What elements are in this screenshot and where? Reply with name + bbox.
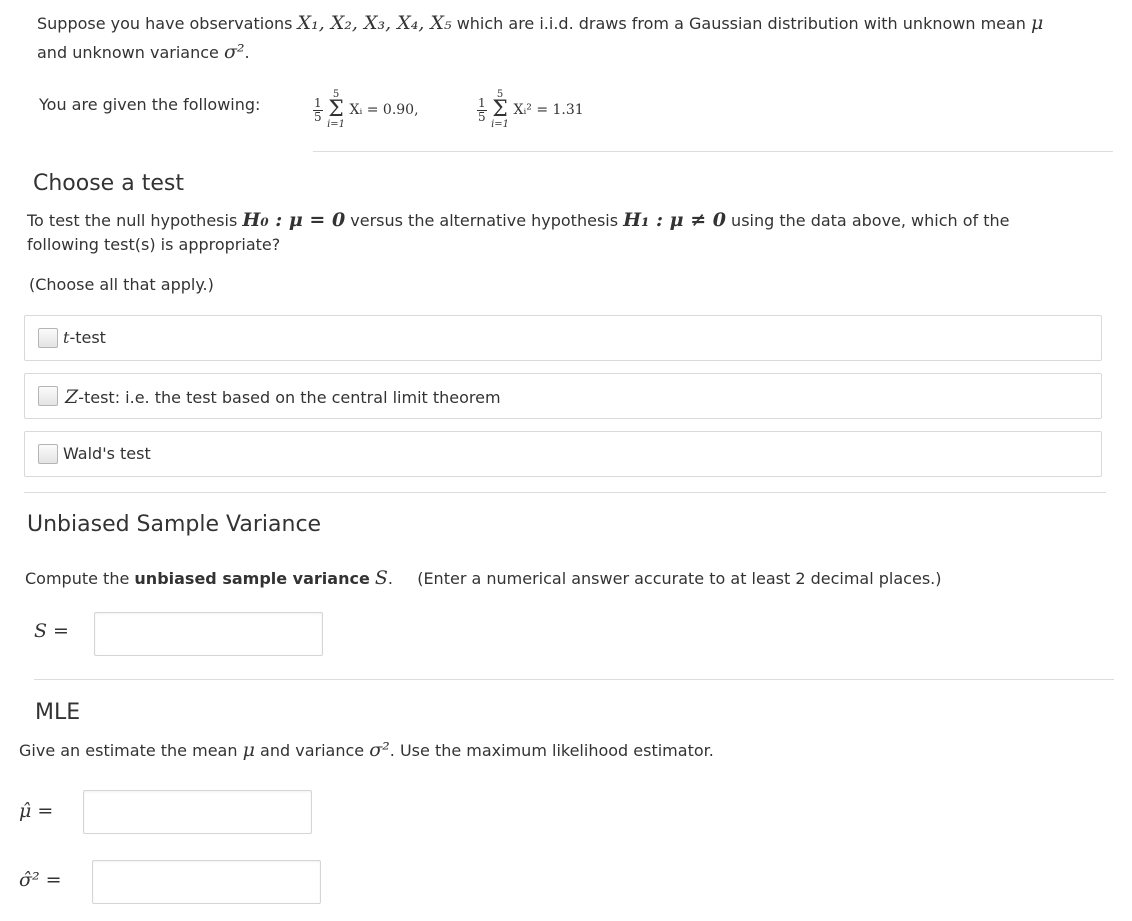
choose-all-instruction: (Choose all that apply.) [29, 275, 214, 294]
fraction-numerator-2: 1 [478, 95, 486, 110]
given-expression-2 [477, 90, 584, 130]
mle-prompt [19, 739, 714, 761]
section-heading-mle: MLE [35, 700, 81, 725]
sigma-hat-input[interactable] [92, 860, 321, 904]
mu-hat-input[interactable] [83, 790, 312, 834]
divider-2 [24, 492, 1106, 493]
intro-text-a: Suppose you have observations [37, 14, 293, 33]
intro-mu: μ [1031, 12, 1044, 34]
intro-line-1 [37, 12, 1043, 34]
question-text-b: versus the alternative hypothesis [350, 211, 619, 230]
question-text-c: using the data above, which of the [731, 211, 1010, 230]
mean-expression: Xᵢ = 0.90, [349, 102, 419, 118]
variance-prompt [25, 567, 941, 589]
mu-hat-label: μ̂ = [19, 800, 54, 822]
variance-prompt-bold: unbiased sample variance [134, 569, 370, 588]
fraction-denominator-2: 5 [478, 109, 486, 124]
option-t-symbol: t [63, 328, 70, 347]
intro-variables: X₁, X₂, X₃, X₄, X₅ [297, 12, 452, 34]
option-t-test[interactable] [24, 315, 1102, 361]
sigma-glyph: Σ [328, 97, 344, 122]
sigma-glyph-2: Σ [492, 97, 508, 122]
variance-prompt-period: . [387, 569, 394, 588]
question-line-1 [27, 209, 1010, 231]
section-heading-choose-test: Choose a test [33, 171, 184, 196]
summation-symbol-2 [491, 90, 509, 130]
divider-3 [34, 679, 1114, 680]
given-label: You are given the following: [39, 95, 261, 114]
fraction-one-fifth-2 [477, 97, 487, 124]
question-text-a: To test the null hypothesis [27, 211, 238, 230]
null-hypothesis: H₀ : μ = 0 [242, 209, 346, 231]
option-t-text: -test [69, 328, 106, 347]
intro-text-c: and unknown variance [37, 43, 219, 62]
checkbox-z-test[interactable] [38, 386, 58, 406]
option-wald-test-label: Wald's test [63, 444, 151, 463]
mle-prompt-b: and variance [260, 741, 365, 760]
s-answer-label: S = [34, 620, 69, 642]
intro-line-2 [37, 41, 250, 63]
variance-prompt-a: Compute the [25, 569, 130, 588]
intro-text-b: which are i.i.d. draws from a Gaussian distribution with unknown mean [456, 14, 1026, 33]
alt-hypothesis: H₁ : μ ≠ 0 [623, 209, 726, 231]
fraction-one-fifth [313, 97, 323, 124]
option-z-test-label [65, 386, 501, 408]
intro-period: . [244, 43, 250, 62]
sum-upper-limit: 5 [332, 89, 340, 100]
sum-lower-limit: i=1 [327, 119, 346, 130]
given-expression-1 [313, 90, 419, 130]
intro-sigma2: σ² [223, 41, 245, 63]
section-heading-variance: Unbiased Sample Variance [27, 512, 322, 537]
second-moment-expression: Xᵢ² = 1.31 [513, 102, 584, 118]
s-answer-input[interactable] [94, 612, 323, 656]
sigma-hat-label: σ̂² = [19, 869, 62, 891]
option-z-symbol: Z [65, 386, 79, 408]
sum-upper-limit-2: 5 [496, 89, 504, 100]
fraction-denominator: 5 [314, 109, 322, 124]
mle-mu: μ [242, 739, 255, 761]
question-line-2: following test(s) is appropriate? [27, 235, 281, 254]
checkbox-wald-test[interactable] [38, 444, 58, 464]
divider-1 [313, 151, 1113, 152]
variance-symbol: S [374, 567, 388, 589]
mle-prompt-c: . Use the maximum likelihood estimator. [389, 741, 714, 760]
fraction-numerator: 1 [314, 95, 322, 110]
option-wald-test[interactable] [24, 431, 1102, 477]
option-z-test[interactable] [24, 373, 1102, 419]
option-t-test-label [63, 328, 106, 347]
option-z-text: -test: i.e. the test based on the central limit theorem [78, 388, 501, 407]
mle-sigma2: σ² [369, 739, 390, 761]
variance-hint: (Enter a numerical answer accurate to at least 2 decimal places.) [417, 569, 942, 588]
sum-lower-limit-2: i=1 [491, 119, 510, 130]
summation-symbol [327, 90, 345, 130]
mle-prompt-a: Give an estimate the mean [19, 741, 238, 760]
checkbox-t-test[interactable] [38, 328, 58, 348]
